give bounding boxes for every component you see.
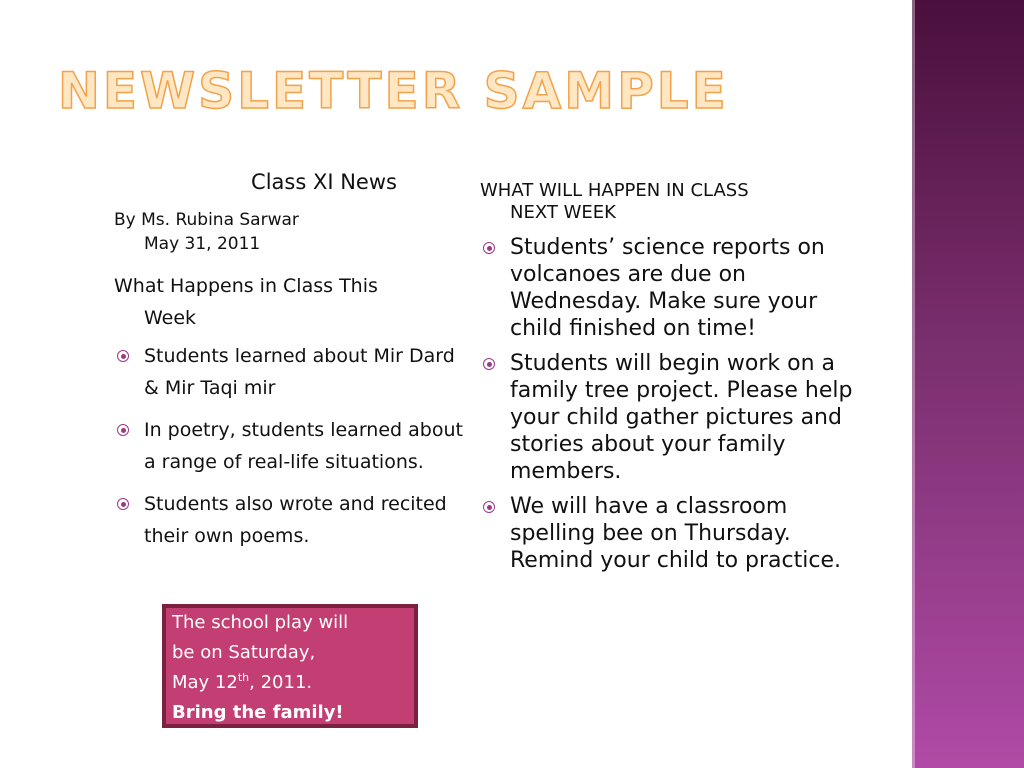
circle-bullet-icon [117, 424, 129, 436]
author-line: By Ms. Rubina Sarwar [114, 210, 299, 230]
section-heading-line2: Week [144, 307, 197, 329]
callout-line1: The school play will [172, 612, 349, 633]
section-heading-line1: WHAT WILL HAPPEN IN CLASS [480, 180, 749, 201]
circle-bullet-icon [483, 358, 495, 370]
date-line: May 31, 2011 [144, 234, 261, 254]
section-heading-line2: NEXT WEEK [510, 202, 616, 223]
circle-bullet-icon [483, 242, 495, 254]
right-column [480, 180, 860, 582]
list-item-text: We will have a classroom spelling bee on Thursday. Remind your child to practice. [510, 494, 841, 573]
list-item [480, 350, 860, 485]
decorative-side-band [912, 0, 1024, 768]
byline [114, 208, 474, 256]
callout-date-suffix: th [237, 671, 250, 684]
callout-line4: Bring the family! [172, 702, 344, 723]
list-item-text: In poetry, students learned about a range of real-life situations. [144, 419, 463, 473]
list-item [114, 340, 474, 404]
callout-date-month: May 12 [172, 672, 238, 693]
callout-line2: be on Saturday, [172, 642, 316, 663]
circle-bullet-icon [117, 498, 129, 510]
list-item-text: Students also wrote and recited their own poems. [144, 493, 447, 547]
list-item [114, 414, 474, 478]
newsletter-heading: Class XI News [251, 170, 397, 194]
section-heading-line1: What Happens in Class This [114, 275, 378, 297]
page-title: NEWSLETTER SAMPLE [58, 62, 729, 120]
circle-bullet-icon [117, 350, 129, 362]
school-play-callout [162, 604, 418, 728]
left-column [114, 170, 474, 562]
list-item-text: Students will begin work on a family tree project. Please help your child gather pictures and stories about your family members. [510, 351, 853, 484]
callout-line3 [172, 668, 410, 698]
list-item [114, 488, 474, 552]
section-heading-next-week [480, 180, 860, 224]
callout-date-year: , 2011. [249, 672, 313, 693]
this-week-list [114, 340, 474, 552]
section-heading-this-week [114, 270, 474, 334]
list-item-text: Students’ science reports on volcanoes are due on Wednesday. Make sure your child finished on time! [510, 235, 825, 341]
circle-bullet-icon [483, 501, 495, 513]
next-week-list [480, 234, 860, 574]
list-item [480, 493, 860, 574]
list-item [480, 234, 860, 342]
list-item-text: Students learned about Mir Dard & Mir Taqi mir [144, 345, 455, 399]
